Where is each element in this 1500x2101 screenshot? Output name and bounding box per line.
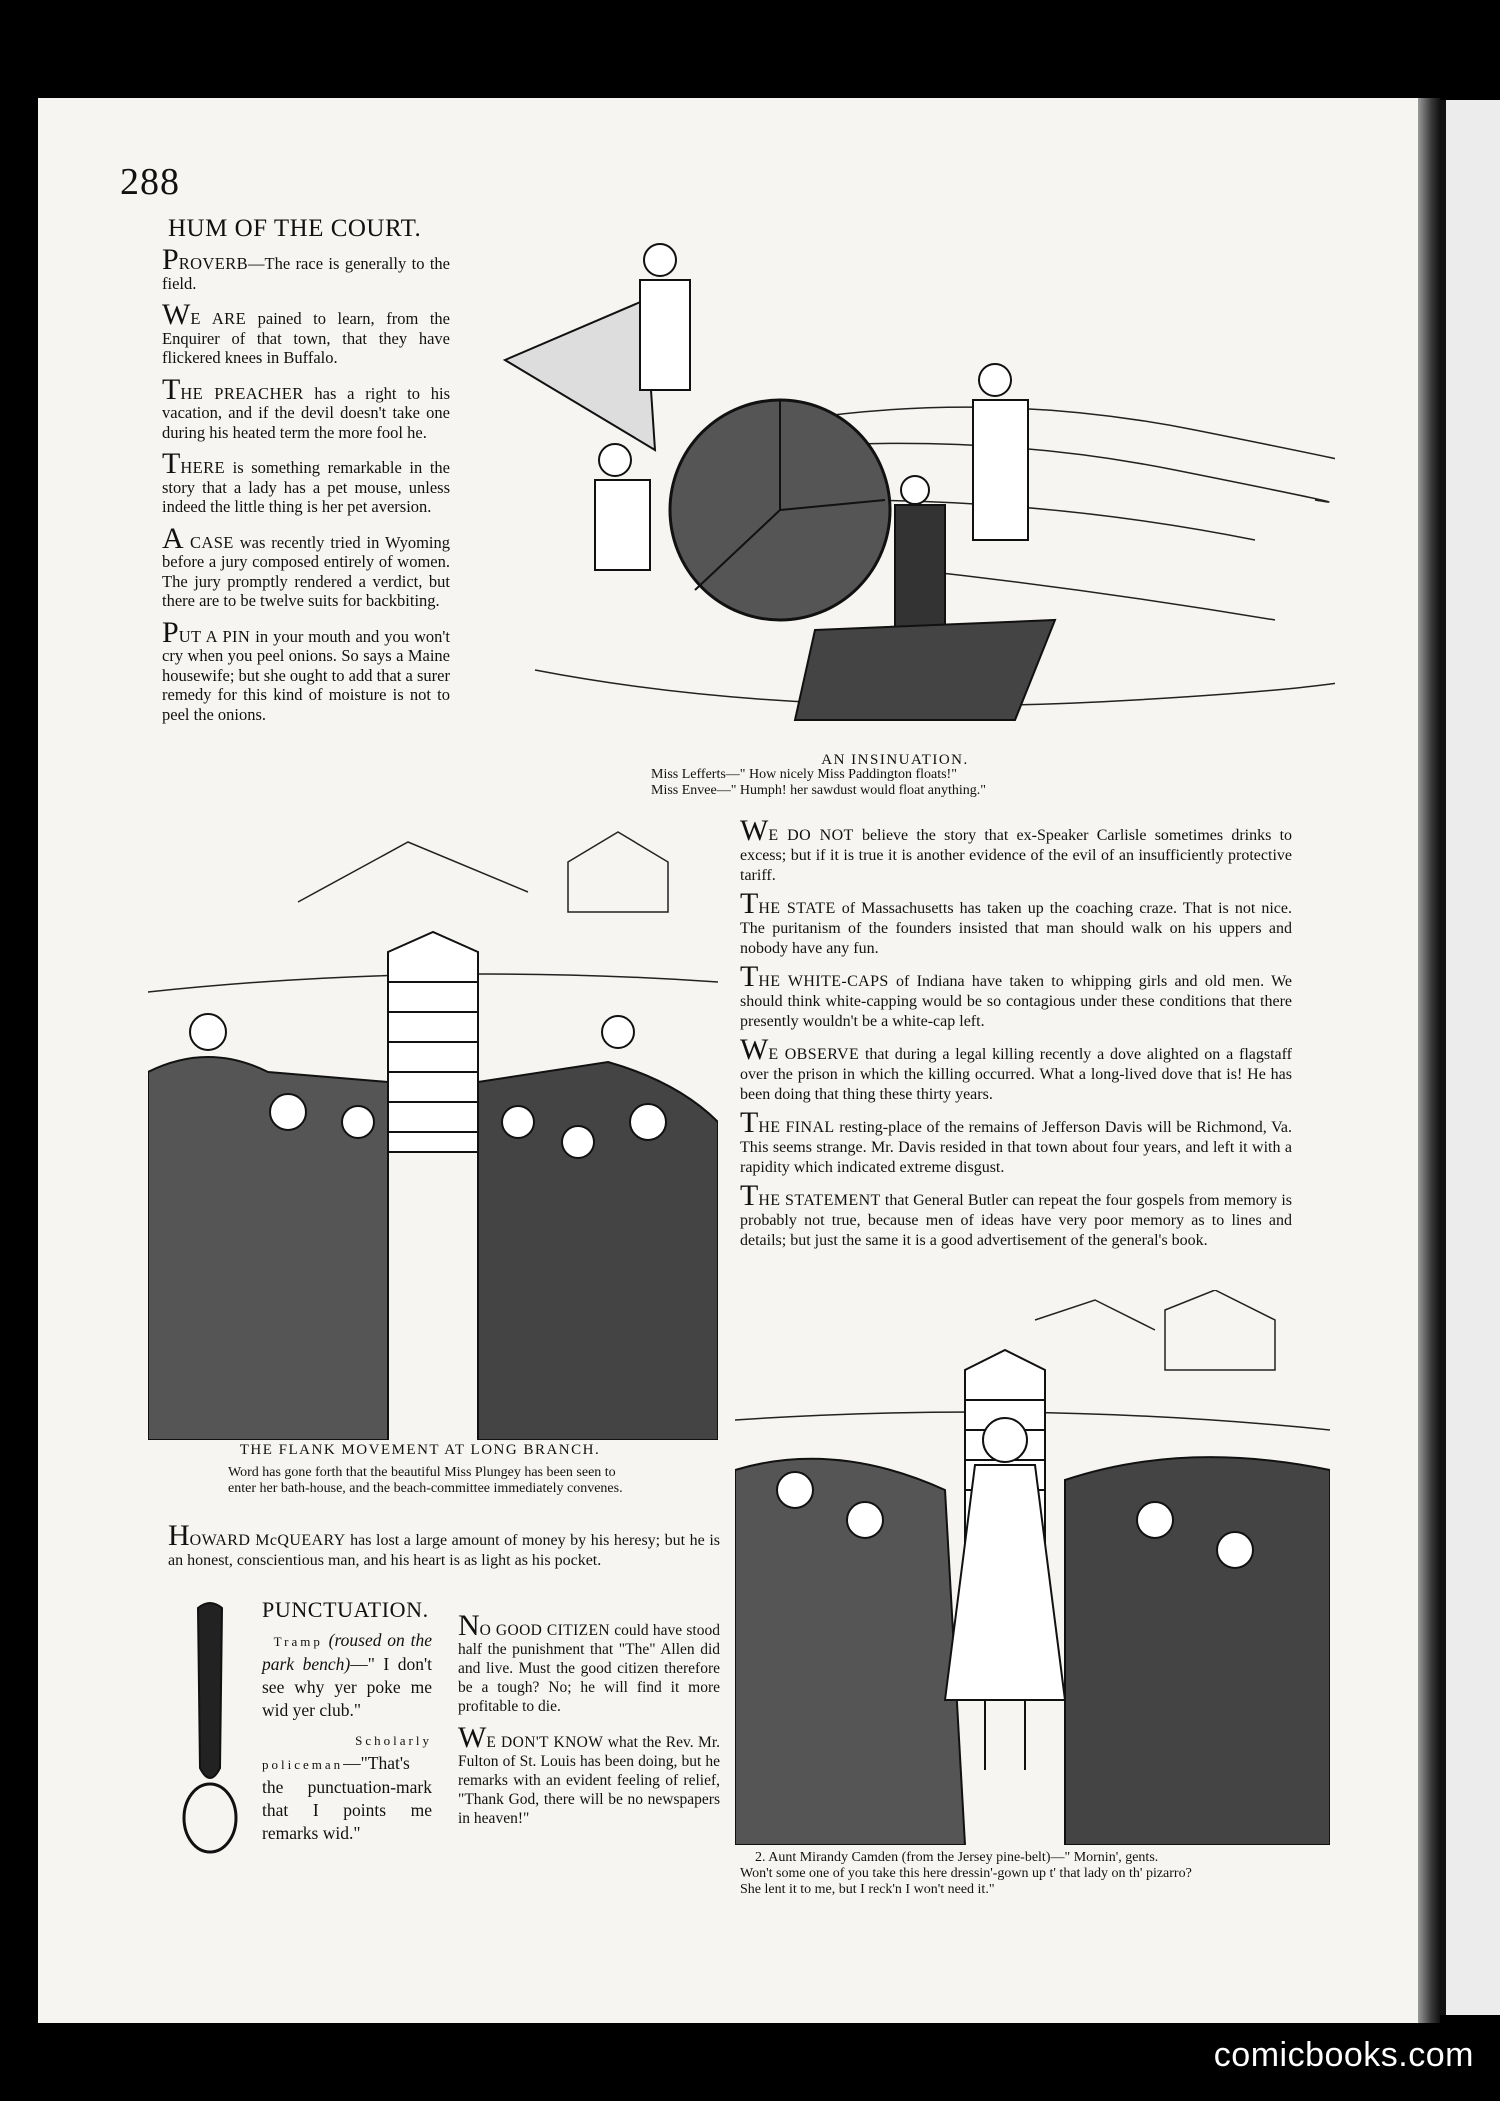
paragraph-text: that General Butler can repeat the four gospels from memory is probably not true, because men of ideas have very poor memory as to lines and details; but just the same it is a good advertisement of the general's book.: [740, 1192, 1292, 1249]
paragraph-text: of Indiana have taken to whipping girls and old men. We should think white-capping would be so contagious under these conditions that there presently wouldn't be a white-cap left.: [740, 973, 1293, 1030]
dropcap: P: [162, 615, 179, 649]
paragraph: [162, 615, 450, 725]
tramp-dialogue: [262, 1629, 432, 1722]
paragraph: [740, 814, 1293, 886]
mirandy-caption-1: 2. Aunt Mirandy Camden (from the Jersey pine-belt)—" Mornin', gents.: [755, 1850, 1159, 1865]
policeman-label: Scholarly policeman: [262, 1733, 432, 1772]
lead-words: CASE: [183, 532, 234, 552]
punctuation-section: [262, 1597, 432, 1845]
club-exclamation-drawing: [170, 1598, 250, 1858]
dropcap: H: [168, 1519, 190, 1552]
paragraph-text: of Massachusetts has taken up the coaching craze. That is not nice. The puritanism of the founders insisted that man should walk on his uppers and nobody have any fun.: [740, 900, 1293, 957]
lead-words: ROVERB: [178, 254, 249, 273]
lead-words: HE STATEMENT: [758, 1192, 881, 1209]
dropcap: T: [162, 447, 181, 480]
page-spine: [1418, 98, 1440, 2023]
lead-words: HE STATE: [758, 900, 836, 917]
lead-words: UT A PIN: [178, 626, 251, 646]
flank-title: THE FLANK MOVEMENT AT LONG BRANCH.: [239, 1442, 601, 1458]
lead-words: OWARD McQUEARY: [189, 1532, 346, 1549]
lead-words: HE FINAL: [758, 1119, 835, 1136]
lead-words: O GOOD CITIZEN: [479, 1622, 610, 1639]
hum-title: HUM OF THE COURT.: [168, 215, 422, 242]
punctuation-title: PUNCTUATION.: [262, 1597, 429, 1622]
paragraph: [740, 1179, 1292, 1251]
paragraph: [740, 887, 1293, 959]
lead-words: E DON'T KNOW: [486, 1734, 604, 1751]
insinuation-title: AN INSINUATION.: [821, 752, 969, 768]
insinuation-illustration: [495, 200, 1335, 768]
lead-words: E DO NOT: [768, 827, 854, 844]
tramp-label: Tramp: [273, 1634, 323, 1649]
crowd-and-bath-house-drawing: [735, 1290, 1330, 1845]
paragraph-text: has a right to his vacation, and if the devil doesn't take one during his heated term the more fool he.: [162, 383, 451, 442]
paragraph: [162, 521, 450, 611]
bath-house-crowd-drawing: [148, 822, 718, 1440]
dropcap: A: [162, 521, 184, 555]
paragraph-text: believe the story that ex-Speaker Carlisle sometimes drinks to excess; but if it is true it is another evidence of the evil of an insufficiently protective tariff.: [740, 827, 1293, 884]
policeman-dialogue: [262, 1728, 432, 1845]
paragraph: [162, 447, 450, 517]
dropcap: T: [740, 960, 759, 993]
dropcap: T: [740, 1179, 759, 1212]
flank-caption-2: enter her bath-house, and the beach-committee immediately convenes.: [228, 1481, 623, 1496]
paragraph: [162, 298, 450, 368]
page-number: 288: [120, 161, 180, 203]
right-column: [740, 814, 1293, 1258]
mirandy-illustration: [735, 1290, 1330, 1845]
paragraph-text: resting-place of the remains of Jefferson Davis will be Richmond, Va. This seems strange. Mr. Davis resided in that town about four years, and left it with a rapidity which indicated extreme disgust.: [740, 1119, 1293, 1176]
middle-column: [458, 1609, 720, 1839]
dropcap: T: [740, 887, 759, 920]
dropcap: P: [162, 243, 179, 276]
tramp-speech: —" I don't see why yer poke me wid yer club.": [262, 1654, 432, 1720]
lead-words: E OBSERVE: [768, 1046, 860, 1063]
policeman-speech: —"That's the punctuation-mark that I points me remarks wid.": [262, 1753, 432, 1843]
paragraph: [162, 372, 451, 443]
paragraph-text: could have stood half the punishment that "The" Allen did and live. Must the good citizen therefore be a tough? No; he will find it more profitable to die.: [458, 1622, 720, 1715]
lead-words: HE PREACHER: [180, 383, 304, 403]
flank-caption-1: Word has gone forth that the beautiful Miss Plungey has been seen to: [228, 1465, 616, 1480]
dropcap: T: [162, 372, 181, 406]
dropcap: T: [740, 1106, 759, 1139]
mirandy-caption-3: She lent it to me, but I reck'n I won't need it.": [740, 1882, 995, 1897]
tramp-direction: (roused on the park bench): [262, 1630, 433, 1674]
paragraph-text: was recently tried in Wyoming before a jury composed entirely of women. The jury promptly rendered a verdict, but there are to be twelve suits for backbiting.: [162, 532, 450, 610]
dropcap: W: [740, 1033, 769, 1066]
paragraph-text: that during a legal killing recently a dove alighted on a flagstaff over the prison in which the killing occurred. What a long-lived dove that is! He has been doing that thing these thirty years.: [740, 1046, 1293, 1103]
insinuation-caption-1: Miss Lefferts—" How nicely Miss Paddington floats!": [651, 767, 957, 782]
paragraph-text: —The race is generally to the field.: [162, 254, 450, 293]
paragraph: [740, 1106, 1293, 1178]
paragraph-text: what the Rev. Mr. Fulton of St. Louis has been doing, but he remarks with an evident feeling of relief, "Thank God, there will be no newspapers in heaven!": [458, 1734, 720, 1827]
paragraph: [740, 960, 1293, 1032]
mirandy-caption-2: Won't some one of you take this here dressin'-gown up t' that lady on th' pizarro?: [740, 1866, 1192, 1881]
dropcap: W: [162, 298, 191, 331]
paragraph-text: has lost a large amount of money by his heresy; but he is an honest, conscientious man, and his heart is as light as his pocket.: [168, 1532, 721, 1569]
paragraph: [458, 1609, 720, 1716]
beach-scene-drawing: [495, 200, 1335, 755]
paragraph-text: in your mouth and you won't cry when you peel onions. So says a Maine housewife; but she ought to add that a surer remedy for this kind of moisture is not to peel the onions.: [162, 626, 450, 724]
lead-words: E ARE: [190, 309, 247, 328]
dropcap: W: [458, 1721, 487, 1754]
hum-column: [162, 215, 450, 735]
paragraph: [162, 243, 450, 293]
dropcap: W: [740, 814, 769, 847]
paragraph: [458, 1721, 720, 1828]
insinuation-caption-2: Miss Envee—" Humph! her sawdust would float anything.": [651, 783, 986, 798]
dropcap: N: [458, 1609, 480, 1642]
hum-items: [162, 243, 451, 724]
next-page-edge: [1440, 100, 1500, 2015]
watermark: comicbooks.com: [1213, 2036, 1474, 2074]
lead-words: HE WHITE-CAPS: [758, 973, 889, 990]
lead-words: HERE: [180, 458, 226, 477]
mcqueary-paragraph: [168, 1519, 721, 1571]
paragraph: [740, 1033, 1293, 1105]
paragraph-text: pained to learn, from the Enquirer of that town, that they have flickered knees in Buffalo.: [162, 309, 450, 367]
paragraph-text: is something remarkable in the story that a lady has a pet mouse, unless indeed the little thing is her pet aversion.: [162, 458, 450, 516]
flank-movement-illustration: [148, 822, 718, 1440]
